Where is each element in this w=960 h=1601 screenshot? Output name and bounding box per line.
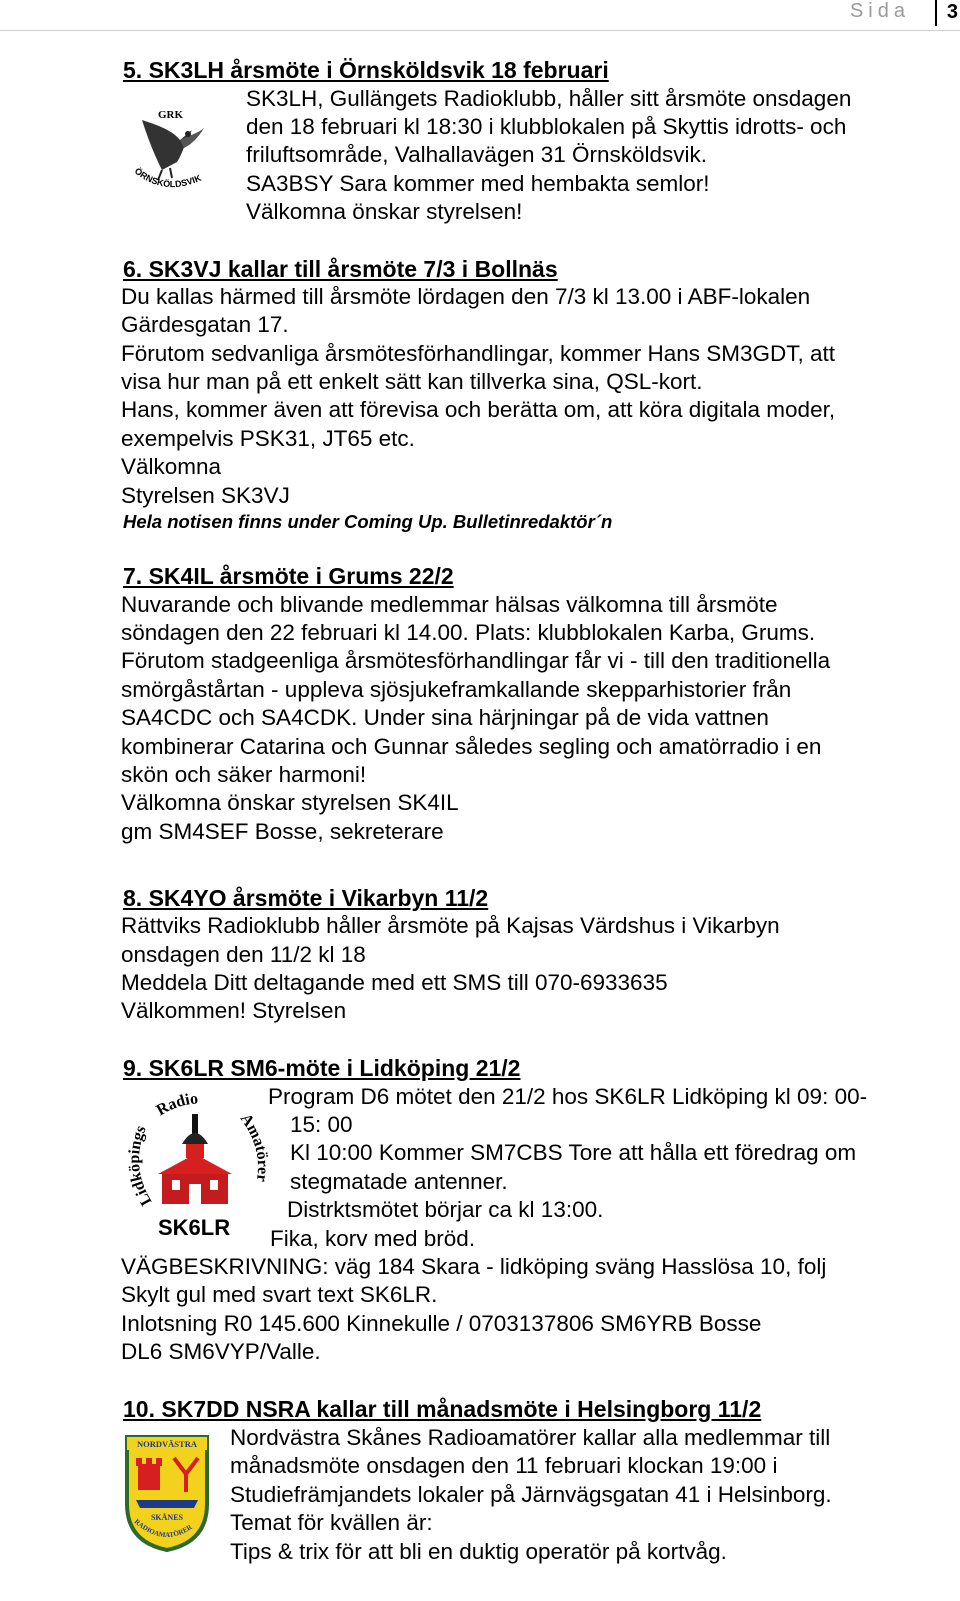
s6-note: Hela notisen finns under Coming Up. Bulletinredaktör´n bbox=[123, 511, 613, 532]
section-8-heading: 8. SK4YO årsmöte i Vikarbyn 11/2 bbox=[123, 885, 489, 911]
s6-line: exempelvis PSK31, JT65 etc. bbox=[121, 426, 415, 451]
s9-line: VÄGBESKRIVNING: väg 184 Skara - lidköping sväng Hasslösa 10, folj bbox=[121, 1254, 827, 1279]
s9-line: stegmatade antenner. bbox=[290, 1169, 508, 1194]
s6-line: visa hur man på ett enkelt sätt kan tillverka sina, QSL-kort. bbox=[121, 369, 703, 394]
s8-line: onsdagen den 11/2 kl 18 bbox=[121, 942, 366, 967]
svg-text:ÖRNSKÖLDSVIK: ÖRNSKÖLDSVIK bbox=[132, 165, 203, 190]
s9-line: Program D6 mötet den 21/2 hos SK6LR Lidköping kl 09: 00- bbox=[268, 1084, 868, 1109]
s7-line: SA4CDC och SA4CDK. Under sina härjningar på de vida vattnen bbox=[121, 705, 769, 730]
s5-line: SK3LH, Gullängets Radioklubb, håller sitt årsmöte onsdagen bbox=[246, 86, 852, 111]
s8-line: Välkommen! Styrelsen bbox=[121, 998, 347, 1023]
section-6-heading: 6. SK3VJ kallar till årsmöte 7/3 i Bollnäs bbox=[123, 256, 558, 282]
section-9-heading: 9. SK6LR SM6-möte i Lidköping 21/2 bbox=[123, 1055, 521, 1081]
sk6lr-logo bbox=[122, 1092, 272, 1242]
svg-text:GRK: GRK bbox=[158, 109, 184, 121]
svg-text:Amatörer: Amatörer bbox=[236, 1110, 272, 1183]
s7-line: Nuvarande och blivande medlemmar hälsas välkomna till årsmöte bbox=[121, 592, 778, 617]
s8-line: Meddela Ditt deltagande med ett SMS till 070-6933635 bbox=[121, 970, 668, 995]
shield-icon bbox=[124, 1434, 210, 1552]
s7-line: gm SM4SEF Bosse, sekreterare bbox=[121, 819, 444, 844]
s6-line: Välkomna bbox=[121, 454, 222, 479]
s9-line: Inlotsning R0 145.600 Kinnekulle / 0703137806 SM6YRB Bosse bbox=[121, 1311, 762, 1336]
s5-line: Välkomna önskar styrelsen! bbox=[246, 199, 523, 224]
s7-line: smörgåstårtan - uppleva sjösjukeframkallande skepparhistorier från bbox=[121, 677, 792, 702]
s9-line: DL6 SM6VYP/Valle. bbox=[121, 1339, 321, 1364]
s7-line: Förutom stadgeenliga årsmötesförhandlingar får vi - till den traditionella bbox=[121, 648, 831, 673]
church-icon bbox=[122, 1092, 272, 1242]
s10-line: månadsmöte onsdagen den 11 februari klockan 19:00 i bbox=[230, 1453, 778, 1478]
s6-line: Hans, kommer även att förevisa och berätta om, att köra digitala moder, bbox=[121, 397, 836, 422]
s6-line: Gärdesgatan 17. bbox=[121, 312, 289, 337]
s10-line: Tips & trix för att bli en duktig operatör på kortvåg. bbox=[230, 1539, 727, 1564]
grk-logo bbox=[122, 100, 214, 200]
svg-text:SKÅNES: SKÅNES bbox=[150, 1513, 184, 1522]
s8-line: Rättviks Radioklubb håller årsmöte på Kajsas Värdshus i Vikarbyn bbox=[121, 913, 780, 938]
s10-line: Temat för kvällen är: bbox=[230, 1510, 433, 1535]
page-number: 3 bbox=[935, 0, 958, 26]
page-header bbox=[0, 0, 960, 31]
s9-line: Distrktsmötet börjar ca kl 13:00. bbox=[287, 1197, 604, 1222]
section-10-heading: 10. SK7DD NSRA kallar till månadsmöte i Helsingborg 11/2 bbox=[123, 1396, 762, 1422]
s5-line: friluftsområde, Valhallavägen 31 Örnsköldsvik. bbox=[246, 142, 708, 167]
s6-line: Förutom sedvanliga årsmötesförhandlingar, kommer Hans SM3GDT, att bbox=[121, 341, 836, 366]
s9-line: Skylt gul med svart text SK6LR. bbox=[121, 1282, 438, 1307]
nsra-logo bbox=[124, 1434, 210, 1552]
s7-line: skön och säker harmoni! bbox=[121, 762, 367, 787]
eagle-icon bbox=[122, 100, 214, 200]
s10-line: Nordvästra Skånes Radioamatörer kallar alla medlemmar till bbox=[230, 1425, 831, 1450]
s6-line: Styrelsen SK3VJ bbox=[121, 483, 290, 508]
s7-line: söndagen den 22 februari kl 14.00. Plats: klubblokalen Karba, Grums. bbox=[121, 620, 816, 645]
section-7-heading: 7. SK4IL årsmöte i Grums 22/2 bbox=[123, 563, 454, 589]
s5-line: den 18 februari kl 18:30 i klubblokalen på Skyttis idrotts- och bbox=[246, 114, 847, 139]
s10-line: Studiefrämjandets lokaler på Järnvägsgatan 41 i Helsinborg. bbox=[230, 1482, 832, 1507]
section-5-heading: 5. SK3LH årsmöte i Örnsköldsvik 18 februari bbox=[123, 57, 609, 83]
s7-line: kombinerar Catarina och Gunnar således segling och amatörradio i en bbox=[121, 734, 822, 759]
s9-line: 15: 00 bbox=[290, 1112, 353, 1137]
svg-text:Lidköpings: Lidköpings bbox=[125, 1123, 156, 1209]
svg-text:NORDVÄSTRA: NORDVÄSTRA bbox=[137, 1439, 197, 1449]
s9-line: Kl 10:00 Kommer SM7CBS Tore att hålla ett föredrag om bbox=[290, 1140, 857, 1165]
svg-text:Radio: Radio bbox=[153, 1092, 199, 1120]
s5-line: SA3BSY Sara kommer med hembakta semlor! bbox=[246, 171, 710, 196]
s7-line: Välkomna önskar styrelsen SK4IL bbox=[121, 790, 459, 815]
s9-line: Fika, korv med bröd. bbox=[270, 1226, 476, 1251]
page-label: Sida bbox=[849, 0, 910, 22]
s6-line: Du kallas härmed till årsmöte lördagen den 7/3 kl 13.00 i ABF-lokalen bbox=[121, 284, 811, 309]
svg-text:RADIOAMATÖRER: RADIOAMATÖRER bbox=[132, 1517, 194, 1540]
svg-text:SK6LR: SK6LR bbox=[158, 1215, 231, 1240]
